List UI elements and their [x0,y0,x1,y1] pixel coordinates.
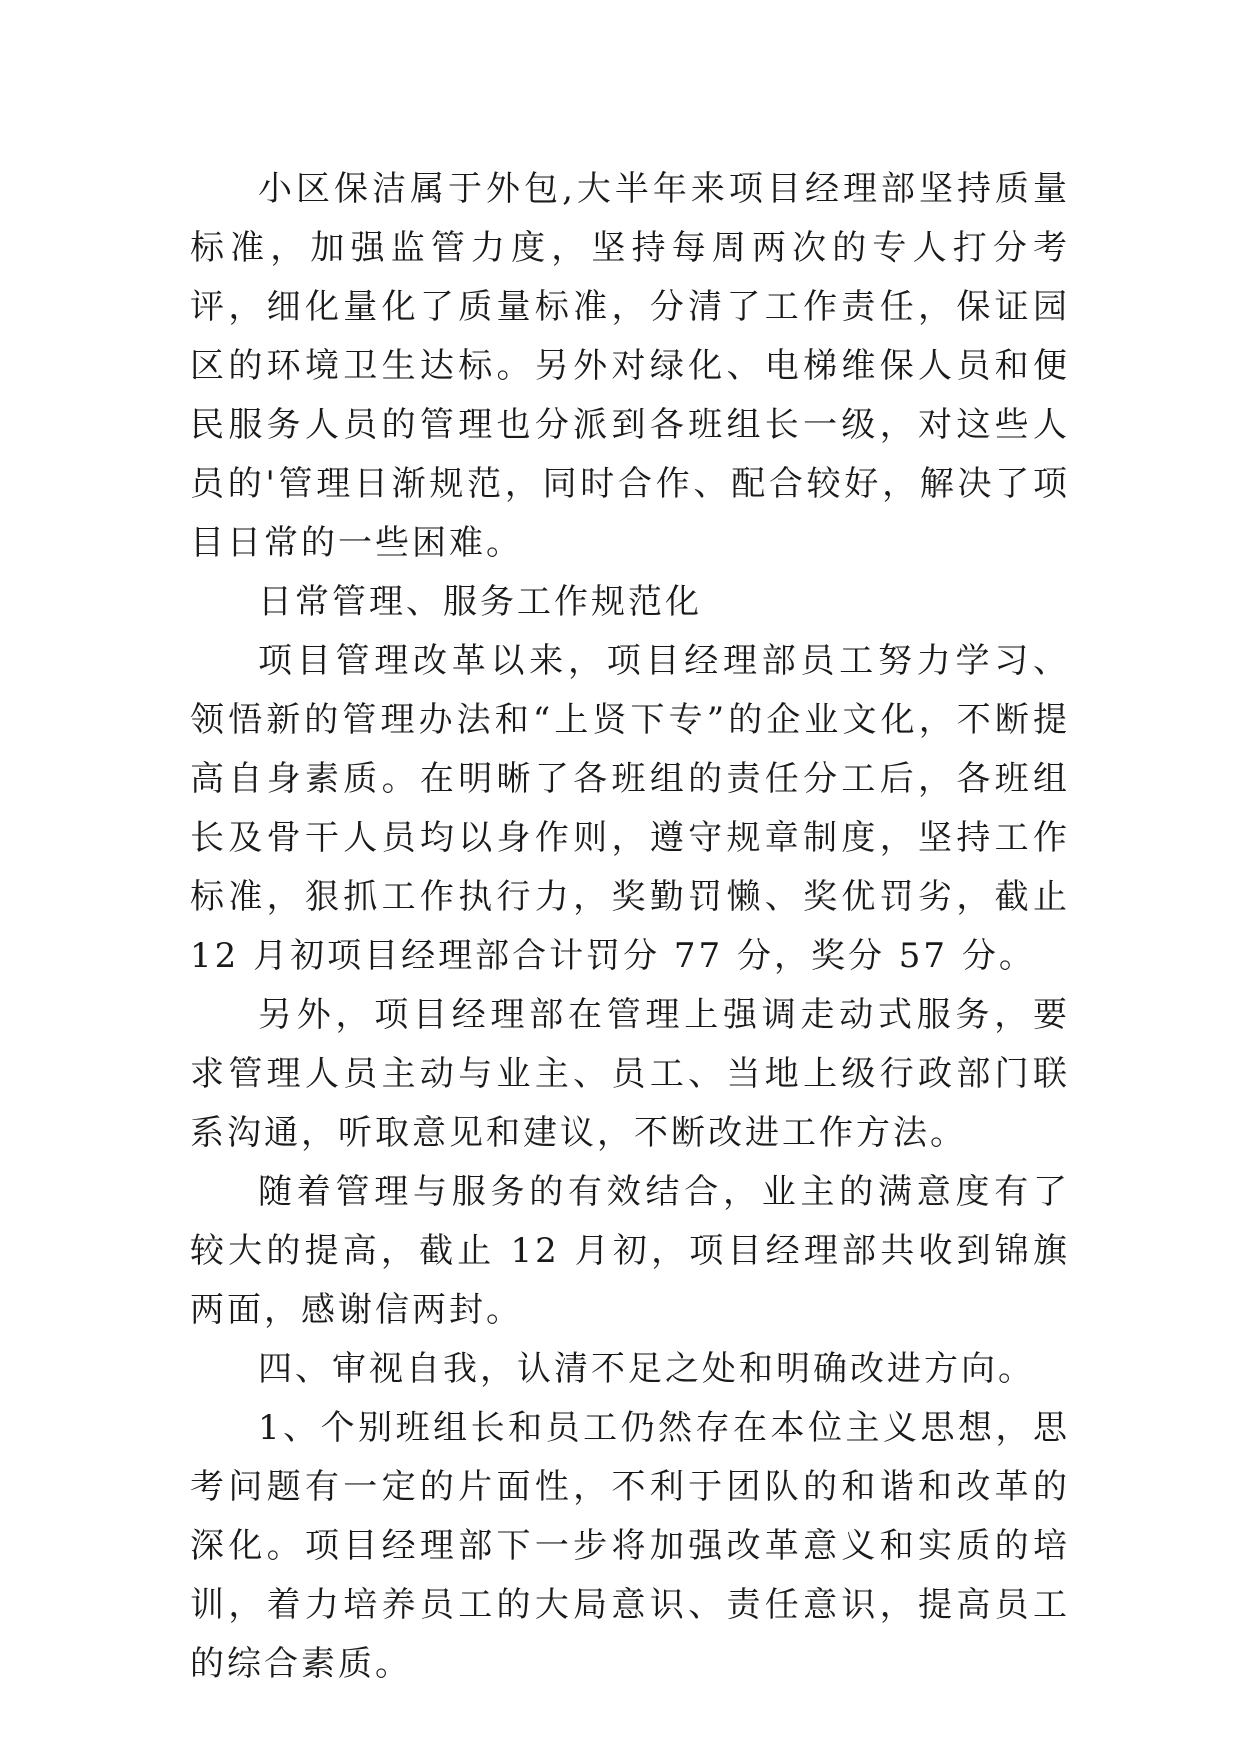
paragraph-outsourced-cleaning: 小区保洁属于外包,大半年来项目经理部坚持质量标准，加强监管力度，坚持每周两次的专人打分考评，细化量化了质量标准，分清了工作责任，保证园区的环境卫生达标。另外对绿化、电梯维保人员和便民服务人员的管理也分派到各班组长一级，对这些人员的'管理日渐规范，同时合作、配合较好，解决了项目日常的一些困难。 [190,169,1070,563]
paragraph-heading-daily-management: 日常管理、服务工作规范化 [258,582,702,622]
paragraph-item-1: 1、个别班组长和员工仍然存在本位主义思想，思考问题有一定的片面性，不利于团队的和谐和改革的深化。项目经理部下一步将加强改革意义和实质的培训，着力培养员工的大局意识、责任意识，提高员工的综合素质。 [190,1408,1070,1684]
paragraph-management-reform: 项目管理改革以来，项目经理部员工努力学习、领悟新的管理办法和“上贤下专”的企业文化，不断提高自身素质。在明晰了各班组的责任分工后，各班组长及骨干人员均以身作则，遵守规章制度，坚持工作标准，狠抓工作执行力，奖勤罚懒、奖优罚劣，截止 12 月初项目经理部合计罚分 77 分，奖分 57 分。 [190,641,1084,976]
paragraph-owner-satisfaction: 随着管理与服务的有效结合，业主的满意度有了较大的提高，截止 12 月初，项目经理部共收到锦旗两面，感谢信两封。 [190,1172,1070,1330]
paragraph-heading-self-review: 四、审视自我，认清不足之处和明确改进方向。 [258,1349,1035,1389]
paragraph-walking-service: 另外，项目经理部在管理上强调走动式服务，要求管理人员主动与业主、员工、当地上级行政部门联系沟通，听取意见和建议，不断改进工作方法。 [190,995,1070,1153]
document-body [190,160,1084,1694]
